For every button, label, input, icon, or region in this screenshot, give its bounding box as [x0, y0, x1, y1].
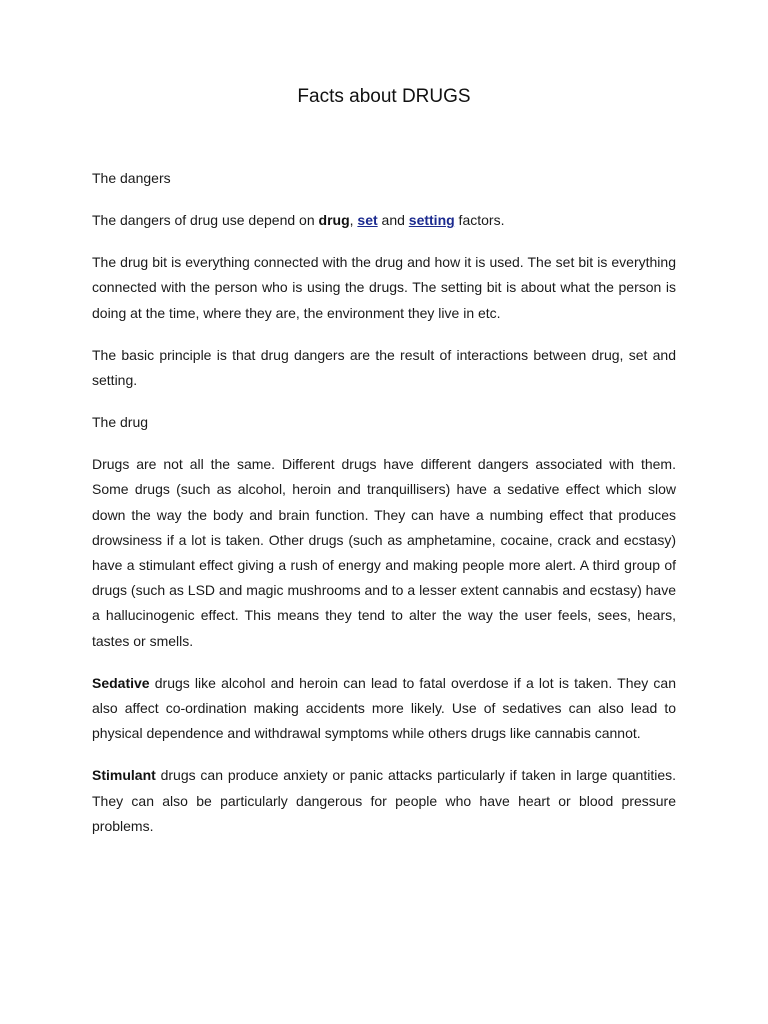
- term-set-link[interactable]: set: [357, 212, 378, 228]
- paragraph-sedative: [92, 671, 676, 747]
- section-heading-dangers: The dangers: [92, 170, 171, 186]
- intro-separator-1: ,: [349, 212, 358, 228]
- paragraph-drug-set-setting: The drug bit is everything connected with the drug and how it is used. The set bit is everything connected with the person who is using the drugs. The setting bit is about what the person is doing at the time, where they are, the environment they live in etc.: [92, 254, 676, 321]
- paragraph-dangers-intro: [92, 208, 676, 233]
- term-sedative: Sedative: [92, 674, 150, 691]
- paragraph-stimulant: [92, 763, 676, 839]
- term-setting-link[interactable]: setting: [408, 212, 455, 228]
- intro-text-before: The dangers of drug use depend on: [92, 212, 319, 228]
- sedative-text: drugs like alcohol and heroin can lead to fatal overdose if a lot is taken. They can also affect co-ordination making accidents more likely. Use of sedatives can also lead to physical dependence and withdrawal symptoms while others drugs like cannabis cannot.: [92, 674, 676, 742]
- section-heading-drug: The drug: [92, 414, 149, 431]
- paragraph-drug-types: Drugs are not all the same. Different drugs have different dangers associated with them. Some drugs (such as alcohol, heroin and tranquillisers) have a sedative effect which slow down the way the body and brain function. They can have a numbing effect that produces drowsiness if a lot is taken. Other drugs (such as amphetamine, cocaine, crack and ecstasy) have a stimulant effect giving a rush of energy and making people more alert. A third group of drugs (such as LSD and magic mushrooms and to a lesser extent cannabis and ecstasy) have a hallucinogenic effect. This means they tend to alter the way the user feels, sees, hears, tastes or smells.: [92, 456, 676, 649]
- document-title: Facts about DRUGS: [297, 86, 471, 107]
- intro-separator-2: and: [377, 212, 409, 228]
- paragraph-basic-principle: The basic principle is that drug dangers are the result of interactions between drug, set and setting.: [92, 346, 676, 389]
- term-stimulant: Stimulant: [92, 767, 156, 784]
- term-drug: drug: [318, 212, 350, 228]
- intro-text-after: factors.: [454, 212, 505, 228]
- stimulant-text: drugs can produce anxiety or panic attacks particularly if taken in large quantities. They can also be particularly dangerous for people who have heart or blood pressure problems.: [92, 767, 676, 834]
